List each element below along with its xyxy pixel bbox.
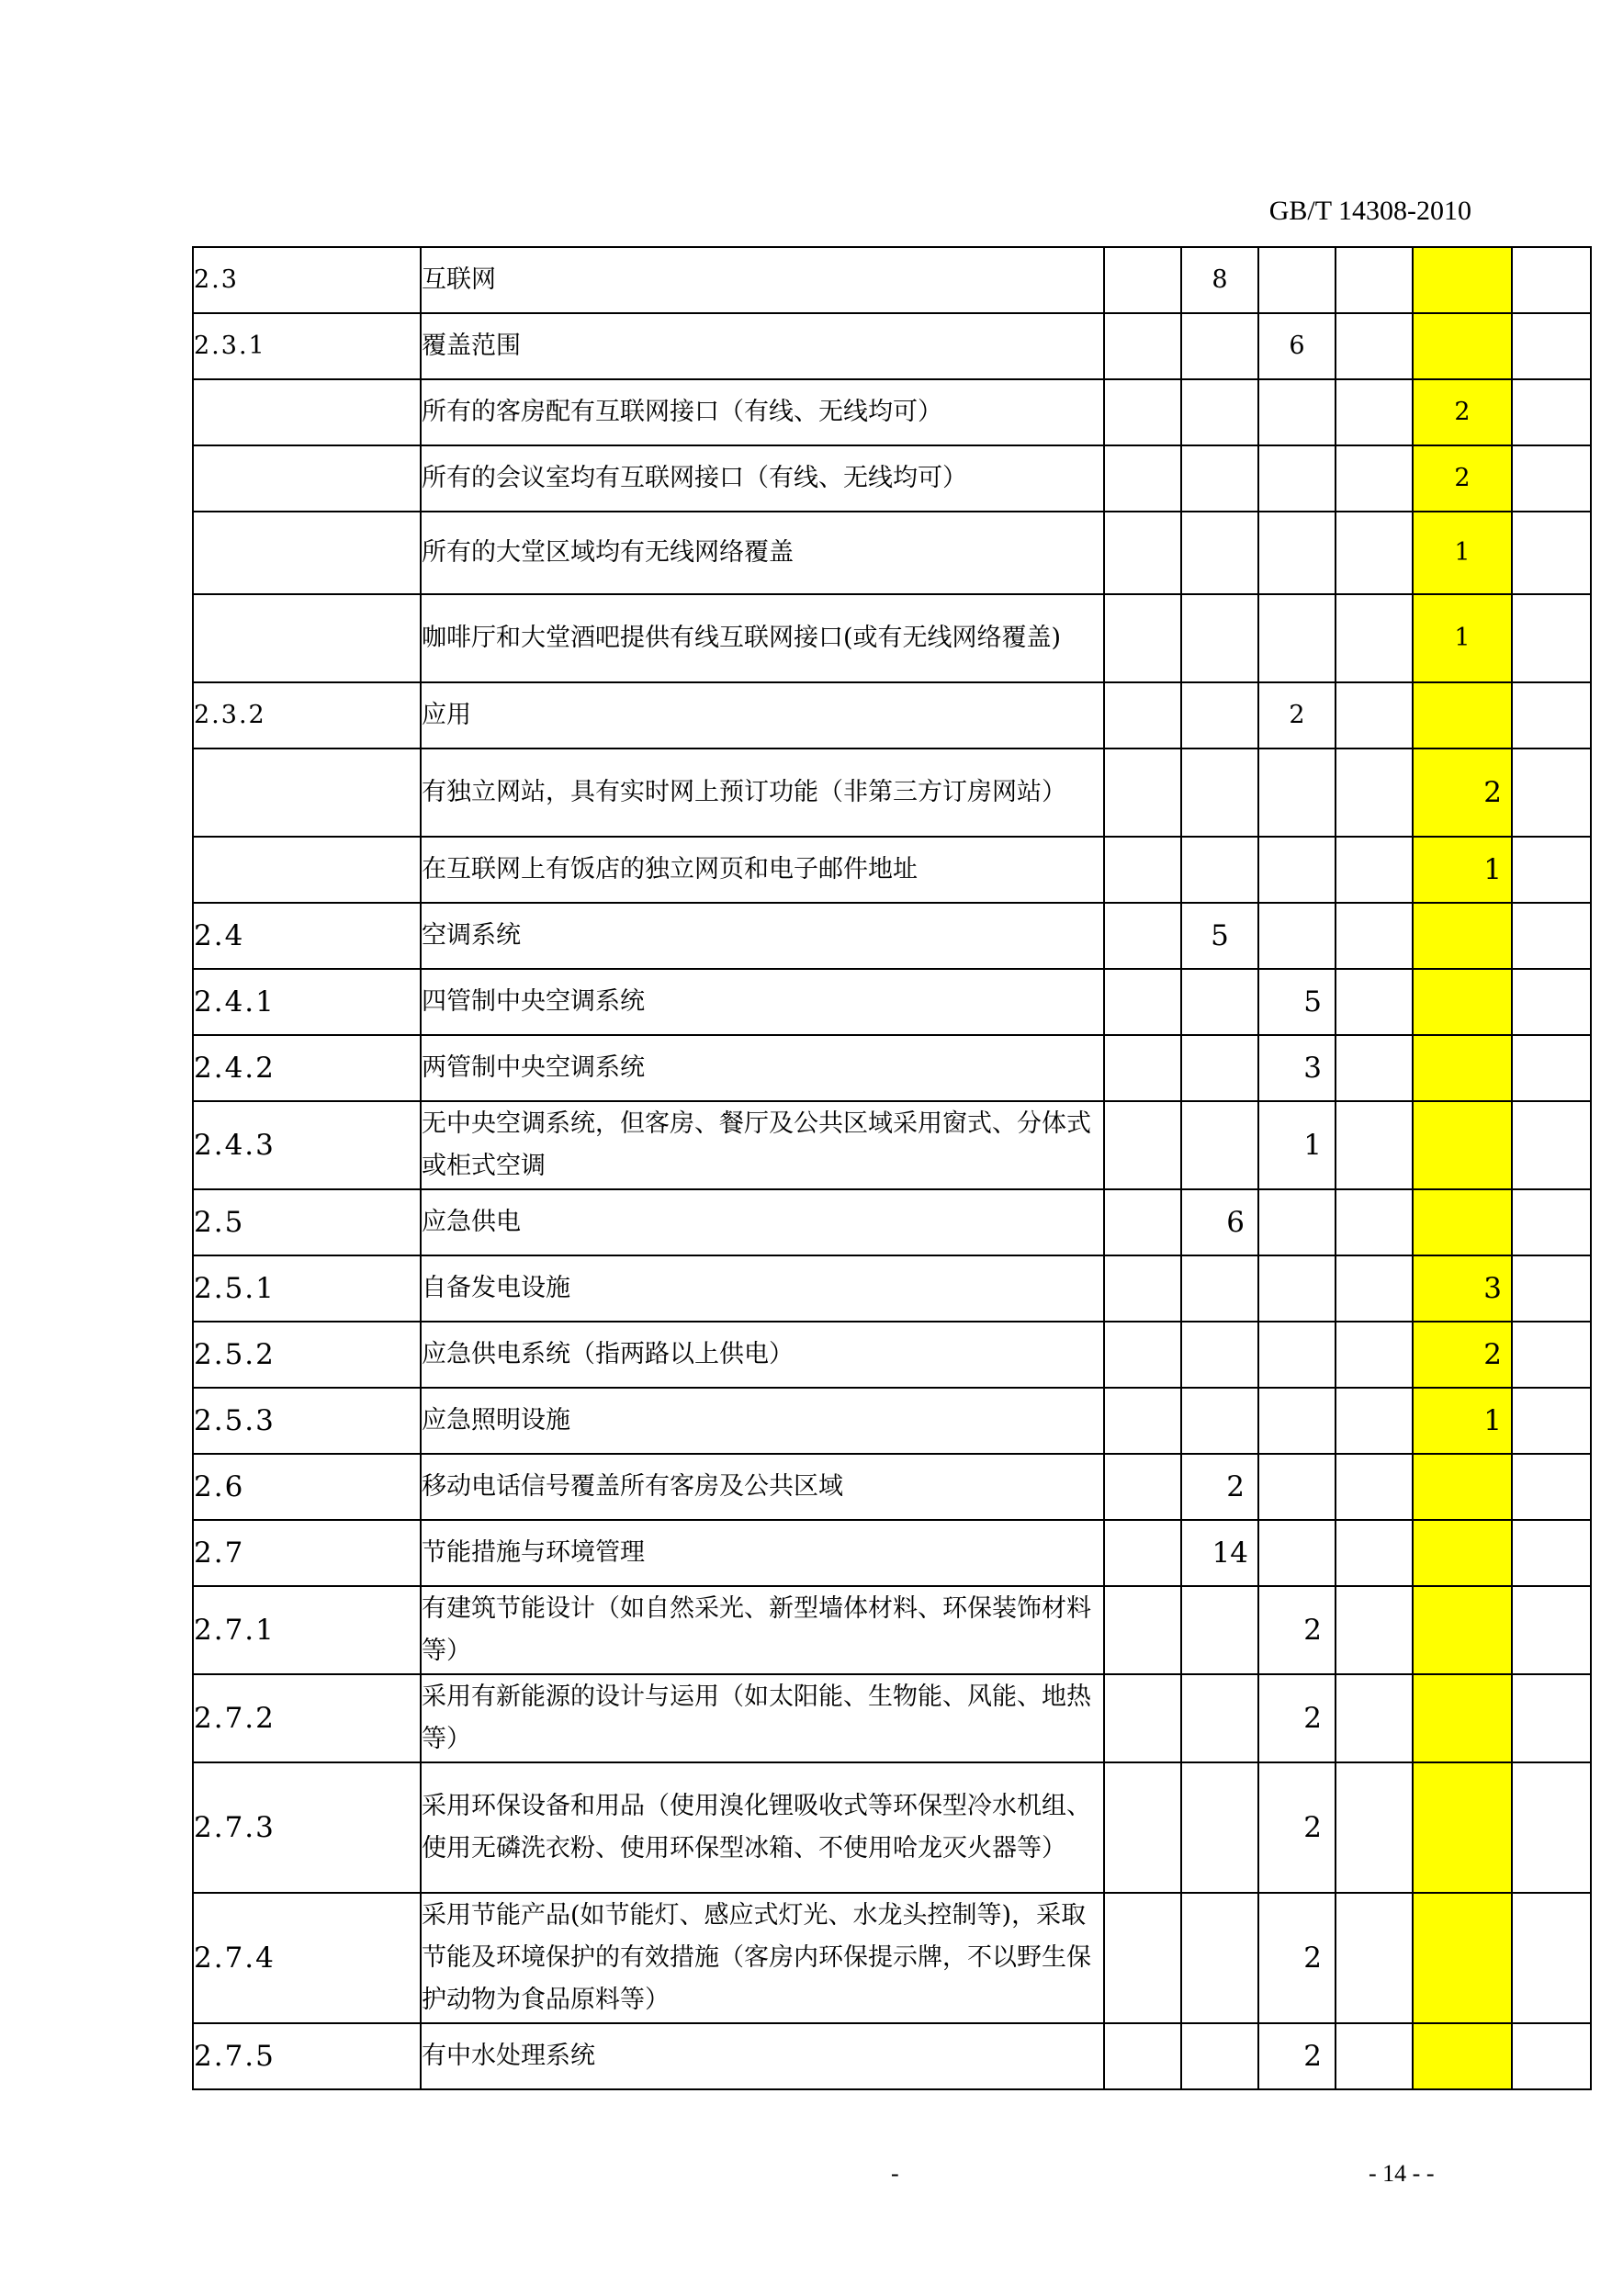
- highlighted-score-cell: [1413, 969, 1512, 1035]
- score-cell: [1104, 1762, 1181, 1893]
- table-row: [193, 1035, 1591, 1101]
- score-cell: [1181, 1586, 1258, 1674]
- highlighted-score-cell: [1413, 1674, 1512, 1762]
- score-cell: [1104, 1255, 1181, 1322]
- score-cell: [1512, 1586, 1591, 1674]
- row-item: 所有的会议室均有互联网接口（有线、无线均可）: [421, 445, 1104, 512]
- score-cell: [1336, 1101, 1413, 1189]
- score-cell: [1512, 748, 1591, 837]
- score-cell: [1181, 1388, 1258, 1454]
- score-cell: [1336, 682, 1413, 748]
- row-item: 无中央空调系统，但客房、餐厅及公共区域采用窗式、分体式或柜式空调: [421, 1101, 1104, 1189]
- score-cell: [1104, 969, 1181, 1035]
- row-item: 四管制中央空调系统: [421, 969, 1104, 1035]
- table-row: [193, 594, 1591, 682]
- highlighted-score-cell: 1: [1413, 594, 1512, 682]
- table-row: [193, 1454, 1591, 1520]
- table-row: [193, 1255, 1591, 1322]
- score-cell: [1336, 2023, 1413, 2089]
- score-cell: [1258, 247, 1336, 313]
- score-cell: 2: [1258, 1762, 1336, 1893]
- highlighted-score-cell: [1413, 1762, 1512, 1893]
- highlighted-score-cell: 2: [1413, 445, 1512, 512]
- score-cell: [1258, 1388, 1336, 1454]
- table-row: [193, 1322, 1591, 1388]
- score-cell: [1512, 313, 1591, 379]
- table-row: [193, 247, 1591, 313]
- score-cell: [1104, 682, 1181, 748]
- highlighted-score-cell: [1413, 903, 1512, 969]
- row-code: 2.3.1: [193, 313, 421, 379]
- row-code: 2.7: [193, 1520, 421, 1586]
- row-code: 2.3.2: [193, 682, 421, 748]
- score-cell: [1336, 1035, 1413, 1101]
- highlighted-score-cell: 2: [1413, 1322, 1512, 1388]
- score-cell: [1336, 313, 1413, 379]
- row-code: 2.5.1: [193, 1255, 421, 1322]
- score-cell: [1181, 682, 1258, 748]
- table-row: [193, 1101, 1591, 1189]
- score-cell: [1512, 903, 1591, 969]
- row-item: 在互联网上有饭店的独立网页和电子邮件地址: [421, 837, 1104, 903]
- score-cell: [1104, 512, 1181, 594]
- table-row: [193, 969, 1591, 1035]
- table-row: [193, 748, 1591, 837]
- score-cell: [1336, 379, 1413, 445]
- score-cell: [1181, 2023, 1258, 2089]
- score-cell: 5: [1258, 969, 1336, 1035]
- table-row: [193, 1388, 1591, 1454]
- row-item: 所有的大堂区域均有无线网络覆盖: [421, 512, 1104, 594]
- row-code: [193, 837, 421, 903]
- score-cell: [1104, 1322, 1181, 1388]
- score-cell: [1512, 969, 1591, 1035]
- score-cell: [1336, 1388, 1413, 1454]
- table-row: [193, 1586, 1591, 1674]
- score-cell: [1181, 445, 1258, 512]
- score-cell: [1181, 837, 1258, 903]
- table-row: [193, 903, 1591, 969]
- score-cell: 14: [1181, 1520, 1258, 1586]
- score-cell: [1258, 1255, 1336, 1322]
- row-code: 2.7.1: [193, 1586, 421, 1674]
- highlighted-score-cell: 3: [1413, 1255, 1512, 1322]
- score-cell: [1104, 748, 1181, 837]
- score-cell: [1512, 247, 1591, 313]
- score-cell: [1336, 1255, 1413, 1322]
- score-cell: 2: [1181, 1454, 1258, 1520]
- score-cell: [1181, 379, 1258, 445]
- score-cell: [1336, 903, 1413, 969]
- score-cell: [1181, 1893, 1258, 2023]
- highlighted-score-cell: [1413, 1586, 1512, 1674]
- row-item: 空调系统: [421, 903, 1104, 969]
- score-cell: [1512, 2023, 1591, 2089]
- score-cell: [1336, 1674, 1413, 1762]
- score-cell: 8: [1181, 247, 1258, 313]
- footer-dash: -: [891, 2160, 899, 2187]
- score-cell: [1104, 379, 1181, 445]
- score-cell: [1104, 1520, 1181, 1586]
- score-cell: 6: [1258, 313, 1336, 379]
- score-cell: [1336, 1189, 1413, 1255]
- score-cell: 5: [1181, 903, 1258, 969]
- score-cell: [1181, 969, 1258, 1035]
- table-row: [193, 445, 1591, 512]
- score-cell: [1336, 1586, 1413, 1674]
- row-item: 应急供电: [421, 1189, 1104, 1255]
- row-item: 应急照明设施: [421, 1388, 1104, 1454]
- row-code: 2.7.3: [193, 1762, 421, 1893]
- table-row: [193, 512, 1591, 594]
- table-row: [193, 379, 1591, 445]
- score-cell: [1512, 1762, 1591, 1893]
- table-row: [193, 837, 1591, 903]
- highlighted-score-cell: [1413, 1035, 1512, 1101]
- score-cell: [1104, 1674, 1181, 1762]
- score-cell: [1104, 903, 1181, 969]
- row-code: [193, 594, 421, 682]
- row-item: 节能措施与环境管理: [421, 1520, 1104, 1586]
- row-code: 2.5.2: [193, 1322, 421, 1388]
- row-item: 应用: [421, 682, 1104, 748]
- score-cell: [1336, 969, 1413, 1035]
- row-code: 2.4.2: [193, 1035, 421, 1101]
- score-cell: [1181, 1762, 1258, 1893]
- score-cell: [1104, 1388, 1181, 1454]
- highlighted-score-cell: 2: [1413, 379, 1512, 445]
- score-cell: [1258, 903, 1336, 969]
- score-cell: [1336, 1762, 1413, 1893]
- row-code: [193, 512, 421, 594]
- row-item: 自备发电设施: [421, 1255, 1104, 1322]
- row-item: 采用有新能源的设计与运用（如太阳能、生物能、风能、地热等）: [421, 1674, 1104, 1762]
- score-cell: 2: [1258, 1586, 1336, 1674]
- score-cell: [1336, 512, 1413, 594]
- row-code: 2.4: [193, 903, 421, 969]
- score-cell: 1: [1258, 1101, 1336, 1189]
- row-code: [193, 748, 421, 837]
- score-cell: [1512, 1520, 1591, 1586]
- score-cell: [1336, 837, 1413, 903]
- highlighted-score-cell: [1413, 247, 1512, 313]
- score-cell: [1336, 594, 1413, 682]
- score-cell: 2: [1258, 682, 1336, 748]
- score-cell: [1512, 1454, 1591, 1520]
- score-cell: [1258, 512, 1336, 594]
- row-item: 有独立网站，具有实时网上预订功能（非第三方订房网站）: [421, 748, 1104, 837]
- score-cell: [1104, 837, 1181, 903]
- score-cell: [1104, 1586, 1181, 1674]
- score-cell: [1336, 247, 1413, 313]
- row-code: 2.7.5: [193, 2023, 421, 2089]
- score-cell: [1512, 379, 1591, 445]
- score-cell: [1512, 1101, 1591, 1189]
- score-cell: [1512, 445, 1591, 512]
- score-cell: [1258, 837, 1336, 903]
- score-cell: [1512, 1893, 1591, 2023]
- row-item: 所有的客房配有互联网接口（有线、无线均可）: [421, 379, 1104, 445]
- row-item: 咖啡厅和大堂酒吧提供有线互联网接口(或有无线网络覆盖): [421, 594, 1104, 682]
- table-row: [193, 2023, 1591, 2089]
- row-item: 应急供电系统（指两路以上供电）: [421, 1322, 1104, 1388]
- row-code: 2.7.4: [193, 1893, 421, 2023]
- score-cell: 2: [1258, 1893, 1336, 2023]
- score-cell: 3: [1258, 1035, 1336, 1101]
- highlighted-score-cell: [1413, 2023, 1512, 2089]
- score-cell: [1181, 1101, 1258, 1189]
- score-cell: [1258, 748, 1336, 837]
- score-cell: [1181, 748, 1258, 837]
- score-cell: [1104, 247, 1181, 313]
- row-code: [193, 445, 421, 512]
- highlighted-score-cell: [1413, 1893, 1512, 2023]
- score-cell: [1258, 379, 1336, 445]
- row-item: 移动电话信号覆盖所有客房及公共区域: [421, 1454, 1104, 1520]
- table-row: [193, 1762, 1591, 1893]
- highlighted-score-cell: [1413, 1101, 1512, 1189]
- score-cell: [1104, 1035, 1181, 1101]
- row-item: 覆盖范围: [421, 313, 1104, 379]
- score-cell: [1336, 748, 1413, 837]
- row-code: 2.3: [193, 247, 421, 313]
- score-cell: [1512, 1388, 1591, 1454]
- score-cell: [1104, 2023, 1181, 2089]
- highlighted-score-cell: [1413, 1454, 1512, 1520]
- score-cell: [1104, 445, 1181, 512]
- highlighted-score-cell: [1413, 1189, 1512, 1255]
- row-code: 2.7.2: [193, 1674, 421, 1762]
- standard-code: GB/T 14308-2010: [1268, 196, 1471, 226]
- table-row: [193, 313, 1591, 379]
- score-cell: [1512, 1322, 1591, 1388]
- score-cell: [1104, 313, 1181, 379]
- score-cell: [1258, 1189, 1336, 1255]
- score-cell: [1258, 1322, 1336, 1388]
- row-item: 有建筑节能设计（如自然采光、新型墙体材料、环保装饰材料等）: [421, 1586, 1104, 1674]
- scoring-table: [192, 246, 1592, 2090]
- score-cell: [1181, 313, 1258, 379]
- table-row: [193, 1674, 1591, 1762]
- row-item: 互联网: [421, 247, 1104, 313]
- row-item: 采用节能产品(如节能灯、感应式灯光、水龙头控制等)，采取节能及环境保护的有效措施（客房内环保提示牌，不以野生保护动物为食品原料等）: [421, 1893, 1104, 2023]
- score-cell: [1181, 1674, 1258, 1762]
- score-cell: [1258, 445, 1336, 512]
- row-code: 2.5.3: [193, 1388, 421, 1454]
- score-cell: [1336, 445, 1413, 512]
- score-cell: [1336, 1322, 1413, 1388]
- score-cell: [1512, 837, 1591, 903]
- score-cell: [1181, 1035, 1258, 1101]
- highlighted-score-cell: [1413, 313, 1512, 379]
- row-code: 2.4.3: [193, 1101, 421, 1189]
- highlighted-score-cell: 2: [1413, 748, 1512, 837]
- row-code: 2.5: [193, 1189, 421, 1255]
- row-item: 两管制中央空调系统: [421, 1035, 1104, 1101]
- table-row: [193, 682, 1591, 748]
- row-code: 2.6: [193, 1454, 421, 1520]
- score-cell: [1336, 1520, 1413, 1586]
- score-cell: [1104, 594, 1181, 682]
- score-cell: 6: [1181, 1189, 1258, 1255]
- highlighted-score-cell: [1413, 682, 1512, 748]
- score-cell: [1258, 1520, 1336, 1586]
- score-cell: [1336, 1893, 1413, 2023]
- highlighted-score-cell: 1: [1413, 1388, 1512, 1454]
- score-cell: [1258, 594, 1336, 682]
- score-cell: [1104, 1454, 1181, 1520]
- score-cell: [1512, 512, 1591, 594]
- score-cell: [1512, 1189, 1591, 1255]
- page-number: - 14 - -: [1369, 2160, 1435, 2187]
- table-row: [193, 1189, 1591, 1255]
- score-cell: [1512, 1255, 1591, 1322]
- highlighted-score-cell: [1413, 1520, 1512, 1586]
- score-cell: [1512, 1674, 1591, 1762]
- score-cell: [1104, 1101, 1181, 1189]
- score-cell: [1336, 1454, 1413, 1520]
- row-item: 采用环保设备和用品（使用溴化锂吸收式等环保型冷水机组、使用无磷洗衣粉、使用环保型冰箱、不使用哈龙灭火器等）: [421, 1762, 1104, 1893]
- highlighted-score-cell: 1: [1413, 512, 1512, 594]
- score-cell: [1104, 1893, 1181, 2023]
- score-cell: [1181, 1322, 1258, 1388]
- score-cell: [1512, 1035, 1591, 1101]
- score-cell: [1104, 1189, 1181, 1255]
- score-cell: [1512, 682, 1591, 748]
- score-cell: [1181, 1255, 1258, 1322]
- score-cell: 2: [1258, 2023, 1336, 2089]
- table-row: [193, 1520, 1591, 1586]
- table-row: [193, 1893, 1591, 2023]
- score-cell: [1512, 594, 1591, 682]
- score-cell: [1181, 594, 1258, 682]
- highlighted-score-cell: 1: [1413, 837, 1512, 903]
- score-cell: [1181, 512, 1258, 594]
- row-code: 2.4.1: [193, 969, 421, 1035]
- row-code: [193, 379, 421, 445]
- score-cell: 2: [1258, 1674, 1336, 1762]
- score-cell: [1258, 1454, 1336, 1520]
- row-item: 有中水处理系统: [421, 2023, 1104, 2089]
